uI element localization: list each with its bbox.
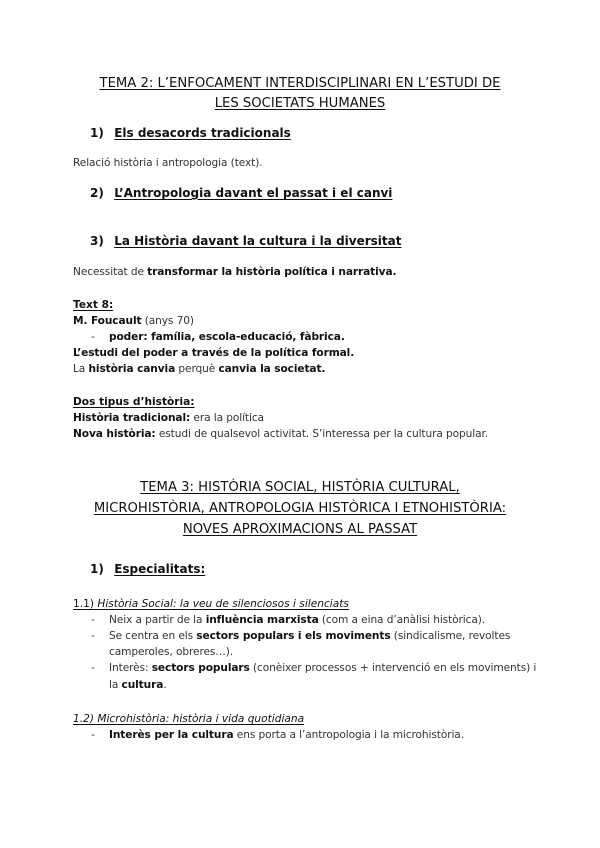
b3-line2-pre: la xyxy=(109,679,122,691)
tema2-section-2 xyxy=(90,186,392,200)
b1-bold: influència marxista xyxy=(205,614,319,626)
section-number: 3) xyxy=(90,234,104,248)
bullet-1-2-a xyxy=(109,729,464,741)
bullet-dash: - xyxy=(91,630,95,642)
relacio-text: Relació història i antropologia (text). xyxy=(73,157,263,169)
tema2-section-3 xyxy=(90,234,401,248)
b1-pre: Neix a partir de la xyxy=(109,614,206,626)
necessitat-bold: transformar la història política i narrativa. xyxy=(147,266,397,278)
nova-text: estudi de qualsevol activitat. S’interessa per la cultura popular. xyxy=(155,428,489,440)
bullet-1-1-b-line2: camperoles, obreres…). xyxy=(109,646,234,658)
tema2-title-line2: LES SOCIETATS HUMANES xyxy=(214,96,386,111)
section-label: Especialitats: xyxy=(114,562,206,576)
text8-label: Text 8: xyxy=(73,299,114,311)
foucault-name: M. Foucault xyxy=(73,315,142,327)
bullet-dash: - xyxy=(91,729,95,741)
tema3-title-line2: MICROHISTÒRIA, ANTROPOLOGIA HISTÒRICA I ETNOHISTÒRIA: xyxy=(93,501,507,516)
b4-rest: ens porta a l’antropologia i la microhistòria. xyxy=(233,729,464,741)
section-label: Els desacords tradicionals xyxy=(114,126,291,140)
estudi-line xyxy=(73,347,354,359)
b2-rest: (sindicalisme, revoltes xyxy=(390,630,511,642)
sub-1-1-prefix: 1.1) xyxy=(73,598,98,610)
tema3-title-line3: NOVES APROXIMACIONS AL PASSAT xyxy=(182,522,418,537)
necessitat-line xyxy=(73,266,396,278)
historia-canvia-line xyxy=(73,363,325,375)
bullet-1-1-c-line2 xyxy=(109,679,167,691)
dos-tipus-label: Dos tipus d’història: xyxy=(73,396,195,408)
sub-1-1-heading xyxy=(73,598,349,610)
tradicional-line xyxy=(73,412,264,424)
bullet-dash: - xyxy=(91,614,95,626)
estudi-text: L’estudi del poder a través de la política formal. xyxy=(73,347,355,359)
la-bold1: història canvia xyxy=(88,363,176,375)
sub-1-2-heading: 1.2) Microhistòria: història i vida quotidiana xyxy=(73,713,305,725)
b2-pre: Se centra en els xyxy=(109,630,197,642)
la-prefix: La xyxy=(73,363,89,375)
poder-text: poder: família, escola-educació, fàbrica. xyxy=(109,331,345,343)
b3-rest: (conèixer processos + intervenció en els moviments) i xyxy=(249,662,537,674)
la-mid: perquè xyxy=(175,363,219,375)
tema2-title-line1: TEMA 2: L’ENFOCAMENT INTERDISCIPLINARI EN L’ESTUDI DE xyxy=(99,76,501,91)
sub-1-1-name: Història Social xyxy=(97,598,173,610)
b2-bold: sectors populars i els moviments xyxy=(196,630,391,642)
necessitat-prefix: Necessitat de xyxy=(73,266,148,278)
bullet-1-1-b xyxy=(109,630,511,642)
section-number: 1) xyxy=(90,126,104,140)
tema3-title-line1: TEMA 3: HISTÒRIA SOCIAL, HISTÒRIA CULTURAL, xyxy=(140,480,460,495)
tema2-section-1 xyxy=(90,126,291,140)
nova-line xyxy=(73,428,488,440)
poder-line xyxy=(109,331,345,343)
bullet-1-1-c xyxy=(109,662,536,674)
section-number: 2) xyxy=(90,186,104,200)
section-number: 1) xyxy=(90,562,104,576)
sub-1-1-rest: : la veu de silenciosos i silenciats xyxy=(173,598,349,610)
b3-line2-rest: . xyxy=(163,679,167,691)
b3-line2-bold: cultura xyxy=(121,679,164,691)
poder-bullet: - xyxy=(91,331,95,343)
bullet-1-1-a xyxy=(109,614,485,626)
b3-pre: Interès: xyxy=(109,662,152,674)
la-bold2: canvia la societat. xyxy=(218,363,326,375)
nova-label: Nova història: xyxy=(73,428,156,440)
tradicional-label: Història tradicional: xyxy=(73,412,191,424)
foucault-years: (anys 70) xyxy=(141,315,194,327)
b3-bold: sectors populars xyxy=(151,662,250,674)
bullet-dash: - xyxy=(91,662,95,674)
tradicional-text: era la política xyxy=(190,412,264,424)
foucault-line xyxy=(73,315,194,327)
section-label: L’Antropologia davant el passat i el canvi xyxy=(114,186,393,200)
b1-rest: (com a eina d’anàlisi històrica). xyxy=(318,614,486,626)
b4-bold: Interès per la cultura xyxy=(109,729,234,741)
section-label: La Història davant la cultura i la diversitat xyxy=(114,234,402,248)
tema3-section-1 xyxy=(90,562,205,576)
